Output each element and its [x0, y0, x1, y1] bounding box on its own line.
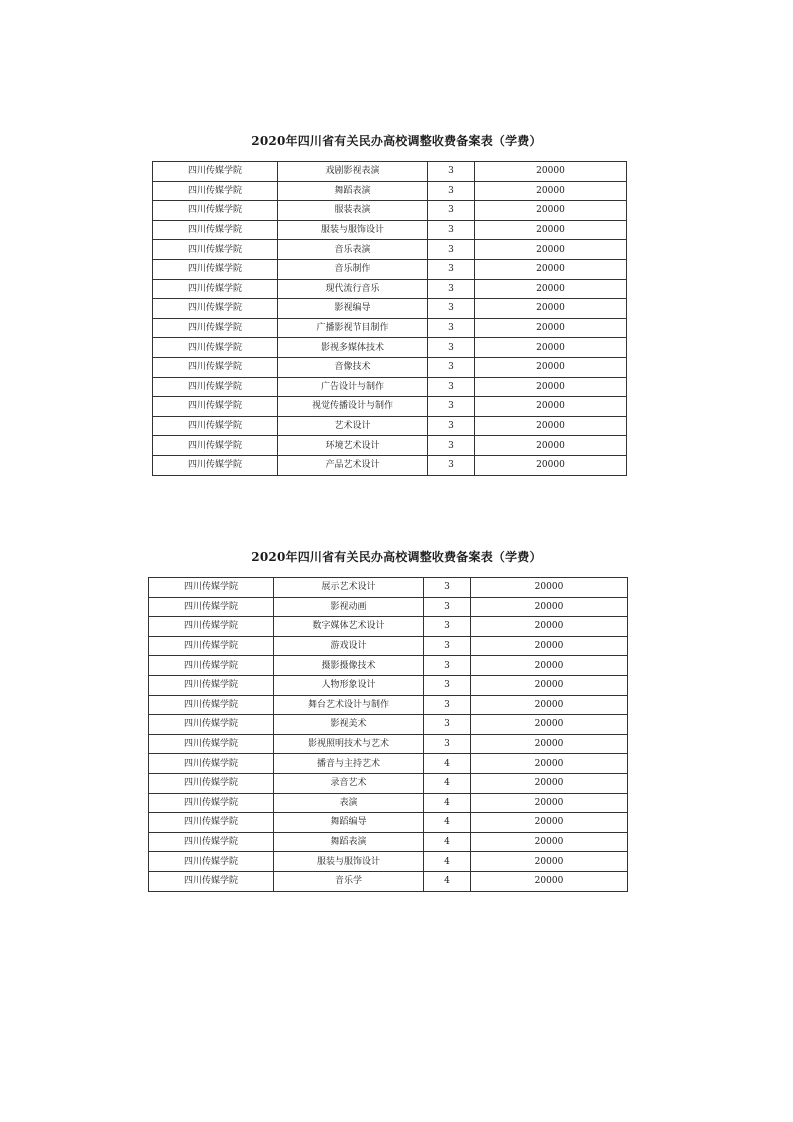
major-cell: 游戏设计 [274, 636, 424, 656]
years-cell: 3 [428, 162, 475, 182]
school-cell: 四川传媒学院 [153, 259, 278, 279]
table-row [149, 617, 628, 637]
table-row [149, 734, 628, 754]
table-body [149, 578, 628, 892]
school-cell: 四川传媒学院 [153, 162, 278, 182]
major-cell: 舞蹈表演 [278, 181, 428, 201]
school-cell: 四川传媒学院 [153, 201, 278, 221]
table-row [153, 259, 627, 279]
table-row [149, 715, 628, 735]
fee-cell: 20000 [471, 793, 628, 813]
fee-cell: 20000 [471, 578, 628, 598]
major-cell: 人物形象设计 [274, 675, 424, 695]
years-cell: 3 [424, 656, 471, 676]
fee-cell: 20000 [471, 813, 628, 833]
table-row [153, 162, 627, 182]
years-cell: 3 [428, 220, 475, 240]
table-row [149, 578, 628, 598]
fee-cell: 20000 [475, 201, 627, 221]
school-cell: 四川传媒学院 [149, 773, 274, 793]
school-cell: 四川传媒学院 [153, 318, 278, 338]
school-cell: 四川传媒学院 [153, 357, 278, 377]
school-cell: 四川传媒学院 [153, 299, 278, 319]
fee-cell: 20000 [475, 338, 627, 358]
major-cell: 音乐学 [274, 871, 424, 891]
major-cell: 产品艺术设计 [278, 455, 428, 475]
fee-cell: 20000 [475, 397, 627, 417]
table-row [149, 754, 628, 774]
school-cell: 四川传媒学院 [149, 734, 274, 754]
school-cell: 四川传媒学院 [153, 279, 278, 299]
table-row [153, 318, 627, 338]
fee-cell: 20000 [475, 259, 627, 279]
major-cell: 录音艺术 [274, 773, 424, 793]
fee-cell: 20000 [471, 754, 628, 774]
fee-cell: 20000 [475, 299, 627, 319]
school-cell: 四川传媒学院 [149, 578, 274, 598]
fee-cell: 20000 [475, 455, 627, 475]
major-cell: 现代流行音乐 [278, 279, 428, 299]
years-cell: 4 [424, 773, 471, 793]
school-cell: 四川传媒学院 [149, 852, 274, 872]
years-cell: 3 [428, 357, 475, 377]
table-row [153, 220, 627, 240]
years-cell: 3 [424, 734, 471, 754]
major-cell: 影视照明技术与艺术 [274, 734, 424, 754]
table-row [153, 338, 627, 358]
years-cell: 4 [424, 871, 471, 891]
major-cell: 数字媒体艺术设计 [274, 617, 424, 637]
major-cell: 影视编导 [278, 299, 428, 319]
years-cell: 3 [428, 377, 475, 397]
school-cell: 四川传媒学院 [153, 181, 278, 201]
table-row [153, 397, 627, 417]
fee-cell: 20000 [471, 773, 628, 793]
major-cell: 表演 [274, 793, 424, 813]
major-cell: 舞台艺术设计与制作 [274, 695, 424, 715]
years-cell: 3 [424, 675, 471, 695]
major-cell: 舞蹈表演 [274, 832, 424, 852]
fee-cell: 20000 [471, 656, 628, 676]
years-cell: 4 [424, 832, 471, 852]
fee-cell: 20000 [471, 675, 628, 695]
table-row [153, 455, 627, 475]
table-row [149, 597, 628, 617]
major-cell: 影视多媒体技术 [278, 338, 428, 358]
major-cell: 影视美术 [274, 715, 424, 735]
table-row [153, 201, 627, 221]
fee-cell: 20000 [471, 832, 628, 852]
school-cell: 四川传媒学院 [153, 397, 278, 417]
table-row [149, 832, 628, 852]
school-cell: 四川传媒学院 [153, 220, 278, 240]
years-cell: 3 [428, 299, 475, 319]
table-title: 2020年四川省有关民办高校调整收费备案表（学费） [251, 134, 542, 148]
years-cell: 3 [428, 240, 475, 260]
school-cell: 四川传媒学院 [153, 455, 278, 475]
table-row [153, 357, 627, 377]
school-cell: 四川传媒学院 [149, 871, 274, 891]
fee-cell: 20000 [471, 852, 628, 872]
fee-cell: 20000 [475, 377, 627, 397]
school-cell: 四川传媒学院 [149, 715, 274, 735]
years-cell: 3 [428, 436, 475, 456]
school-cell: 四川传媒学院 [149, 813, 274, 833]
fee-cell: 20000 [475, 357, 627, 377]
major-cell: 影视动画 [274, 597, 424, 617]
years-cell: 3 [428, 259, 475, 279]
table-row [153, 416, 627, 436]
fee-cell: 20000 [475, 162, 627, 182]
school-cell: 四川传媒学院 [153, 377, 278, 397]
fee-cell: 20000 [475, 181, 627, 201]
years-cell: 3 [424, 636, 471, 656]
fee-table-section-2 [0, 548, 793, 887]
fee-cell: 20000 [475, 240, 627, 260]
school-cell: 四川传媒学院 [149, 617, 274, 637]
table-row [149, 675, 628, 695]
major-cell: 视觉传播设计与制作 [278, 397, 428, 417]
fee-cell: 20000 [475, 279, 627, 299]
school-cell: 四川传媒学院 [153, 436, 278, 456]
table-row [153, 181, 627, 201]
school-cell: 四川传媒学院 [153, 338, 278, 358]
years-cell: 3 [428, 279, 475, 299]
major-cell: 广播影视节目制作 [278, 318, 428, 338]
fee-cell: 20000 [475, 220, 627, 240]
school-cell: 四川传媒学院 [149, 695, 274, 715]
table-body [153, 162, 627, 476]
table-row [149, 636, 628, 656]
major-cell: 摄影摄像技术 [274, 656, 424, 676]
fee-cell: 20000 [475, 318, 627, 338]
fee-cell: 20000 [471, 871, 628, 891]
fee-cell: 20000 [475, 416, 627, 436]
table-row [149, 773, 628, 793]
table-row [153, 436, 627, 456]
table-row [149, 656, 628, 676]
years-cell: 4 [424, 852, 471, 872]
major-cell: 戏剧影视表演 [278, 162, 428, 182]
major-cell: 播音与主持艺术 [274, 754, 424, 774]
table-row [149, 793, 628, 813]
school-cell: 四川传媒学院 [149, 675, 274, 695]
major-cell: 广告设计与制作 [278, 377, 428, 397]
fee-cell: 20000 [471, 617, 628, 637]
major-cell: 服装与服饰设计 [278, 220, 428, 240]
years-cell: 3 [428, 201, 475, 221]
major-cell: 展示艺术设计 [274, 578, 424, 598]
major-cell: 环境艺术设计 [278, 436, 428, 456]
fee-table-section-1 [0, 132, 793, 471]
years-cell: 3 [428, 455, 475, 475]
years-cell: 4 [424, 813, 471, 833]
fee-cell: 20000 [471, 695, 628, 715]
school-cell: 四川传媒学院 [153, 240, 278, 260]
years-cell: 3 [424, 695, 471, 715]
table-row [149, 871, 628, 891]
fee-cell: 20000 [471, 715, 628, 735]
major-cell: 服装与服饰设计 [274, 852, 424, 872]
school-cell: 四川传媒学院 [149, 656, 274, 676]
fee-table [148, 577, 628, 892]
years-cell: 3 [424, 715, 471, 735]
table-row [153, 299, 627, 319]
school-cell: 四川传媒学院 [149, 754, 274, 774]
years-cell: 3 [428, 416, 475, 436]
years-cell: 3 [424, 578, 471, 598]
major-cell: 音像技术 [278, 357, 428, 377]
years-cell: 3 [428, 181, 475, 201]
school-cell: 四川传媒学院 [149, 793, 274, 813]
fee-cell: 20000 [475, 436, 627, 456]
years-cell: 3 [428, 338, 475, 358]
years-cell: 3 [424, 617, 471, 637]
major-cell: 艺术设计 [278, 416, 428, 436]
table-row [149, 813, 628, 833]
table-title: 2020年四川省有关民办高校调整收费备案表（学费） [251, 550, 542, 564]
years-cell: 3 [428, 318, 475, 338]
table-row [149, 852, 628, 872]
school-cell: 四川传媒学院 [149, 832, 274, 852]
school-cell: 四川传媒学院 [153, 416, 278, 436]
years-cell: 3 [424, 597, 471, 617]
table-row [153, 279, 627, 299]
fee-table [152, 161, 627, 476]
major-cell: 音乐制作 [278, 259, 428, 279]
major-cell: 舞蹈编导 [274, 813, 424, 833]
table-row [149, 695, 628, 715]
fee-cell: 20000 [471, 636, 628, 656]
years-cell: 4 [424, 754, 471, 774]
table-row [153, 377, 627, 397]
school-cell: 四川传媒学院 [149, 597, 274, 617]
years-cell: 4 [424, 793, 471, 813]
fee-cell: 20000 [471, 597, 628, 617]
school-cell: 四川传媒学院 [149, 636, 274, 656]
fee-cell: 20000 [471, 734, 628, 754]
years-cell: 3 [428, 397, 475, 417]
major-cell: 音乐表演 [278, 240, 428, 260]
table-row [153, 240, 627, 260]
major-cell: 服装表演 [278, 201, 428, 221]
